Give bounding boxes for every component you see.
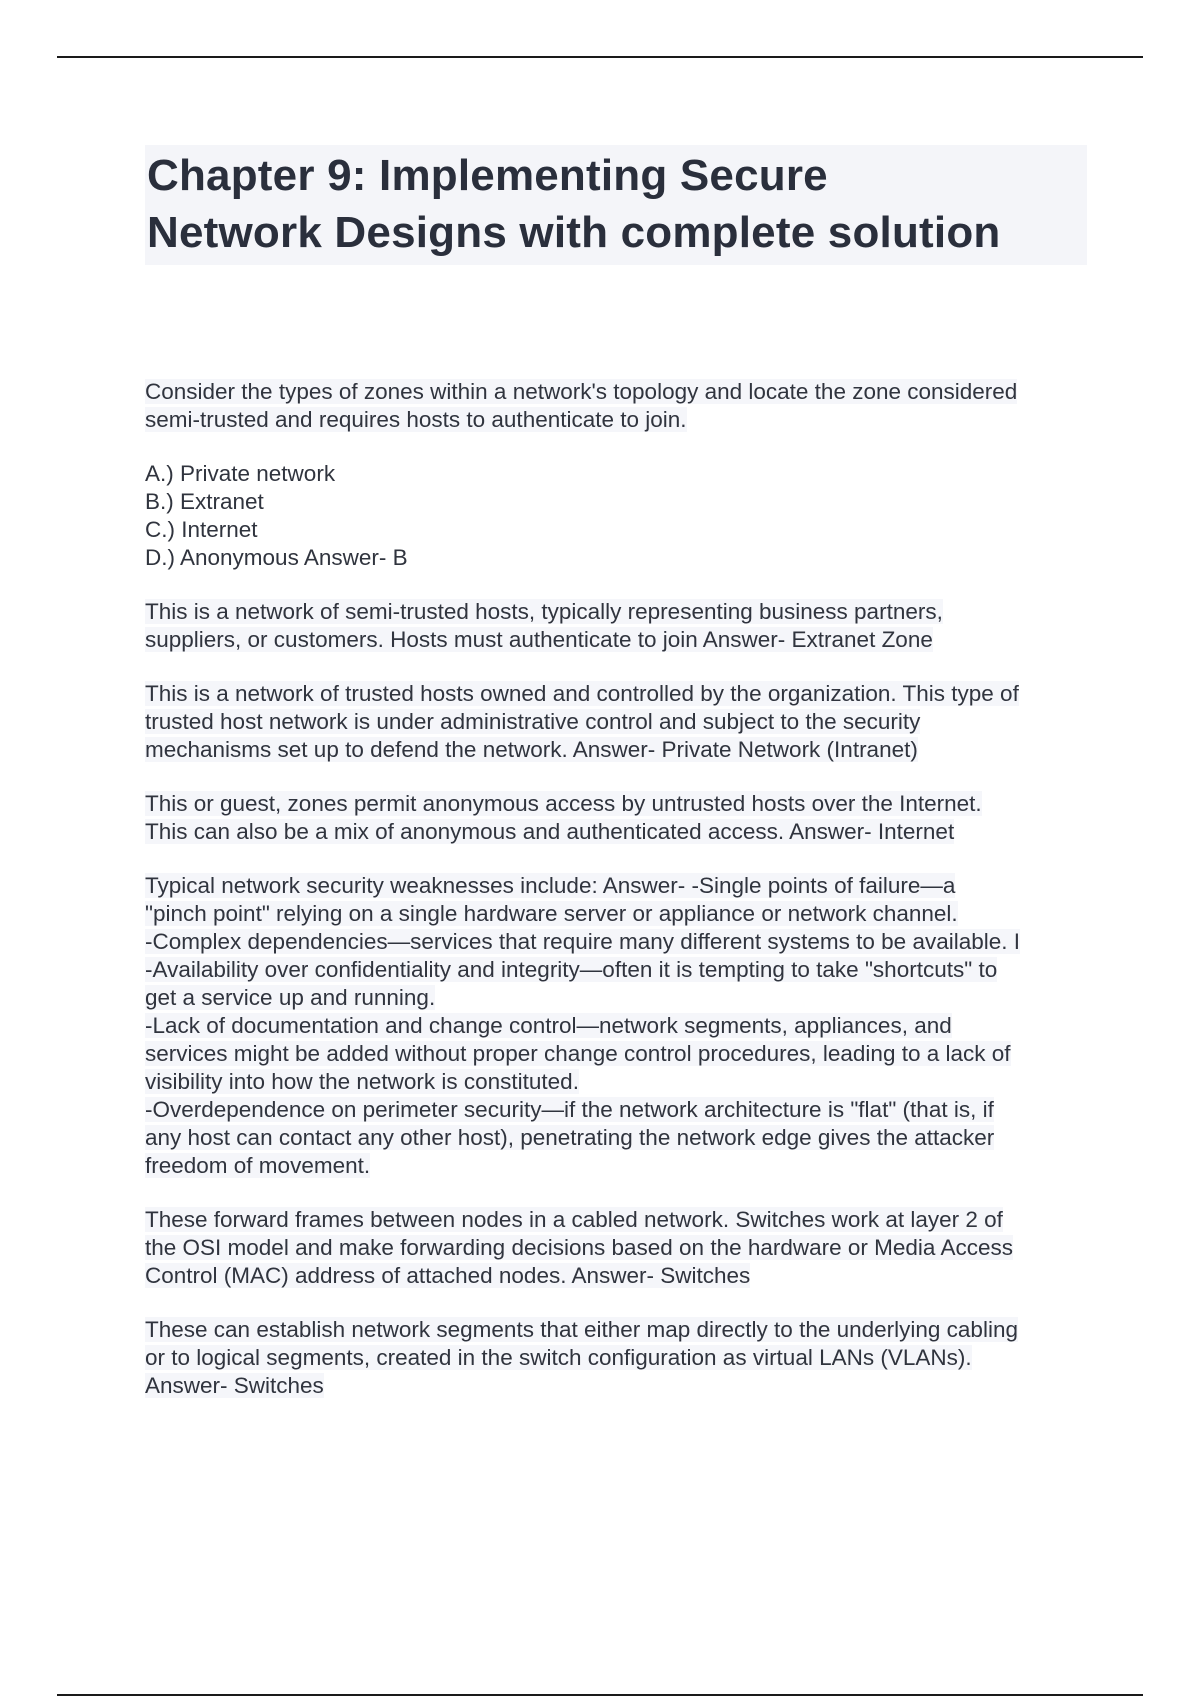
question-weaknesses [145,872,1087,1180]
text-line: -Complex dependencies—services that require many different systems to be available. I [145,929,1021,954]
question-switches-segments [145,1316,1087,1400]
text-line: This can also be a mix of anonymous and authenticated access. Answer- Internet [145,819,955,844]
text-line: trusted host network is under administrative control and subject to the security [145,709,921,734]
text-line: the OSI model and make forwarding decisions based on the hardware or Media Access [145,1235,1013,1260]
qa-list [145,378,1087,1400]
title-line: Network Designs with complete solution [147,208,1001,257]
header-rule [57,56,1143,58]
text-line: Control (MAC) address of attached nodes. Answer- Switches [145,1263,751,1288]
question-zones [145,378,1087,434]
text-line: -Availability over confidentiality and integrity—often it is tempting to take "shortcuts" to [145,957,998,982]
text-line: "pinch point" relying on a single hardware server or appliance or network channel. [145,901,958,926]
option-a: A.) Private network [145,461,336,486]
question-internet [145,790,1087,846]
option-d: D.) Anonymous Answer- B [145,545,408,570]
title-line: Chapter 9: Implementing Secure [147,151,828,200]
text-line: Consider the types of zones within a network's topology and locate the zone considered [145,379,1018,404]
answer-options [145,460,1087,572]
footer-rule [57,1694,1143,1696]
option-b: B.) Extranet [145,489,264,514]
text-line: These can establish network segments that either map directly to the underlying cabling [145,1317,1018,1342]
question-intranet [145,680,1087,764]
text-line: or to logical segments, created in the switch configuration as virtual LANs (VLANs). [145,1345,972,1370]
text-line: Typical network security weaknesses include: Answer- -Single points of failure—a [145,873,956,898]
question-switches-frames [145,1206,1087,1290]
text-line: These forward frames between nodes in a cabled network. Switches work at layer 2 of [145,1207,1003,1232]
text-line: Answer- Switches [145,1373,324,1398]
text-line: get a service up and running. [145,985,436,1010]
option-c: C.) Internet [145,517,258,542]
text-line: This is a network of trusted hosts owned and controlled by the organization. This type of [145,681,1019,706]
text-line: suppliers, or customers. Hosts must authenticate to join Answer- Extranet Zone [145,627,933,652]
text-line: any host can contact any other host), penetrating the network edge gives the attacker [145,1125,995,1150]
text-line: freedom of movement. [145,1153,371,1178]
document-body [145,145,1087,1426]
text-line: -Overdependence on perimeter security—if the network architecture is "flat" (that is, if [145,1097,994,1122]
document-title [145,145,1087,265]
text-line: semi-trusted and requires hosts to authenticate to join. [145,407,687,432]
text-line: -Lack of documentation and change control—network segments, appliances, and [145,1013,952,1038]
text-line: This is a network of semi-trusted hosts, typically representing business partners, [145,599,943,624]
text-line: services might be added without proper change control procedures, leading to a lack of [145,1041,1011,1066]
text-line: visibility into how the network is constituted. [145,1069,579,1094]
question-extranet [145,598,1087,654]
text-line: This or guest, zones permit anonymous access by untrusted hosts over the Internet. [145,791,982,816]
text-line: mechanisms set up to defend the network. Answer- Private Network (Intranet) [145,737,918,762]
